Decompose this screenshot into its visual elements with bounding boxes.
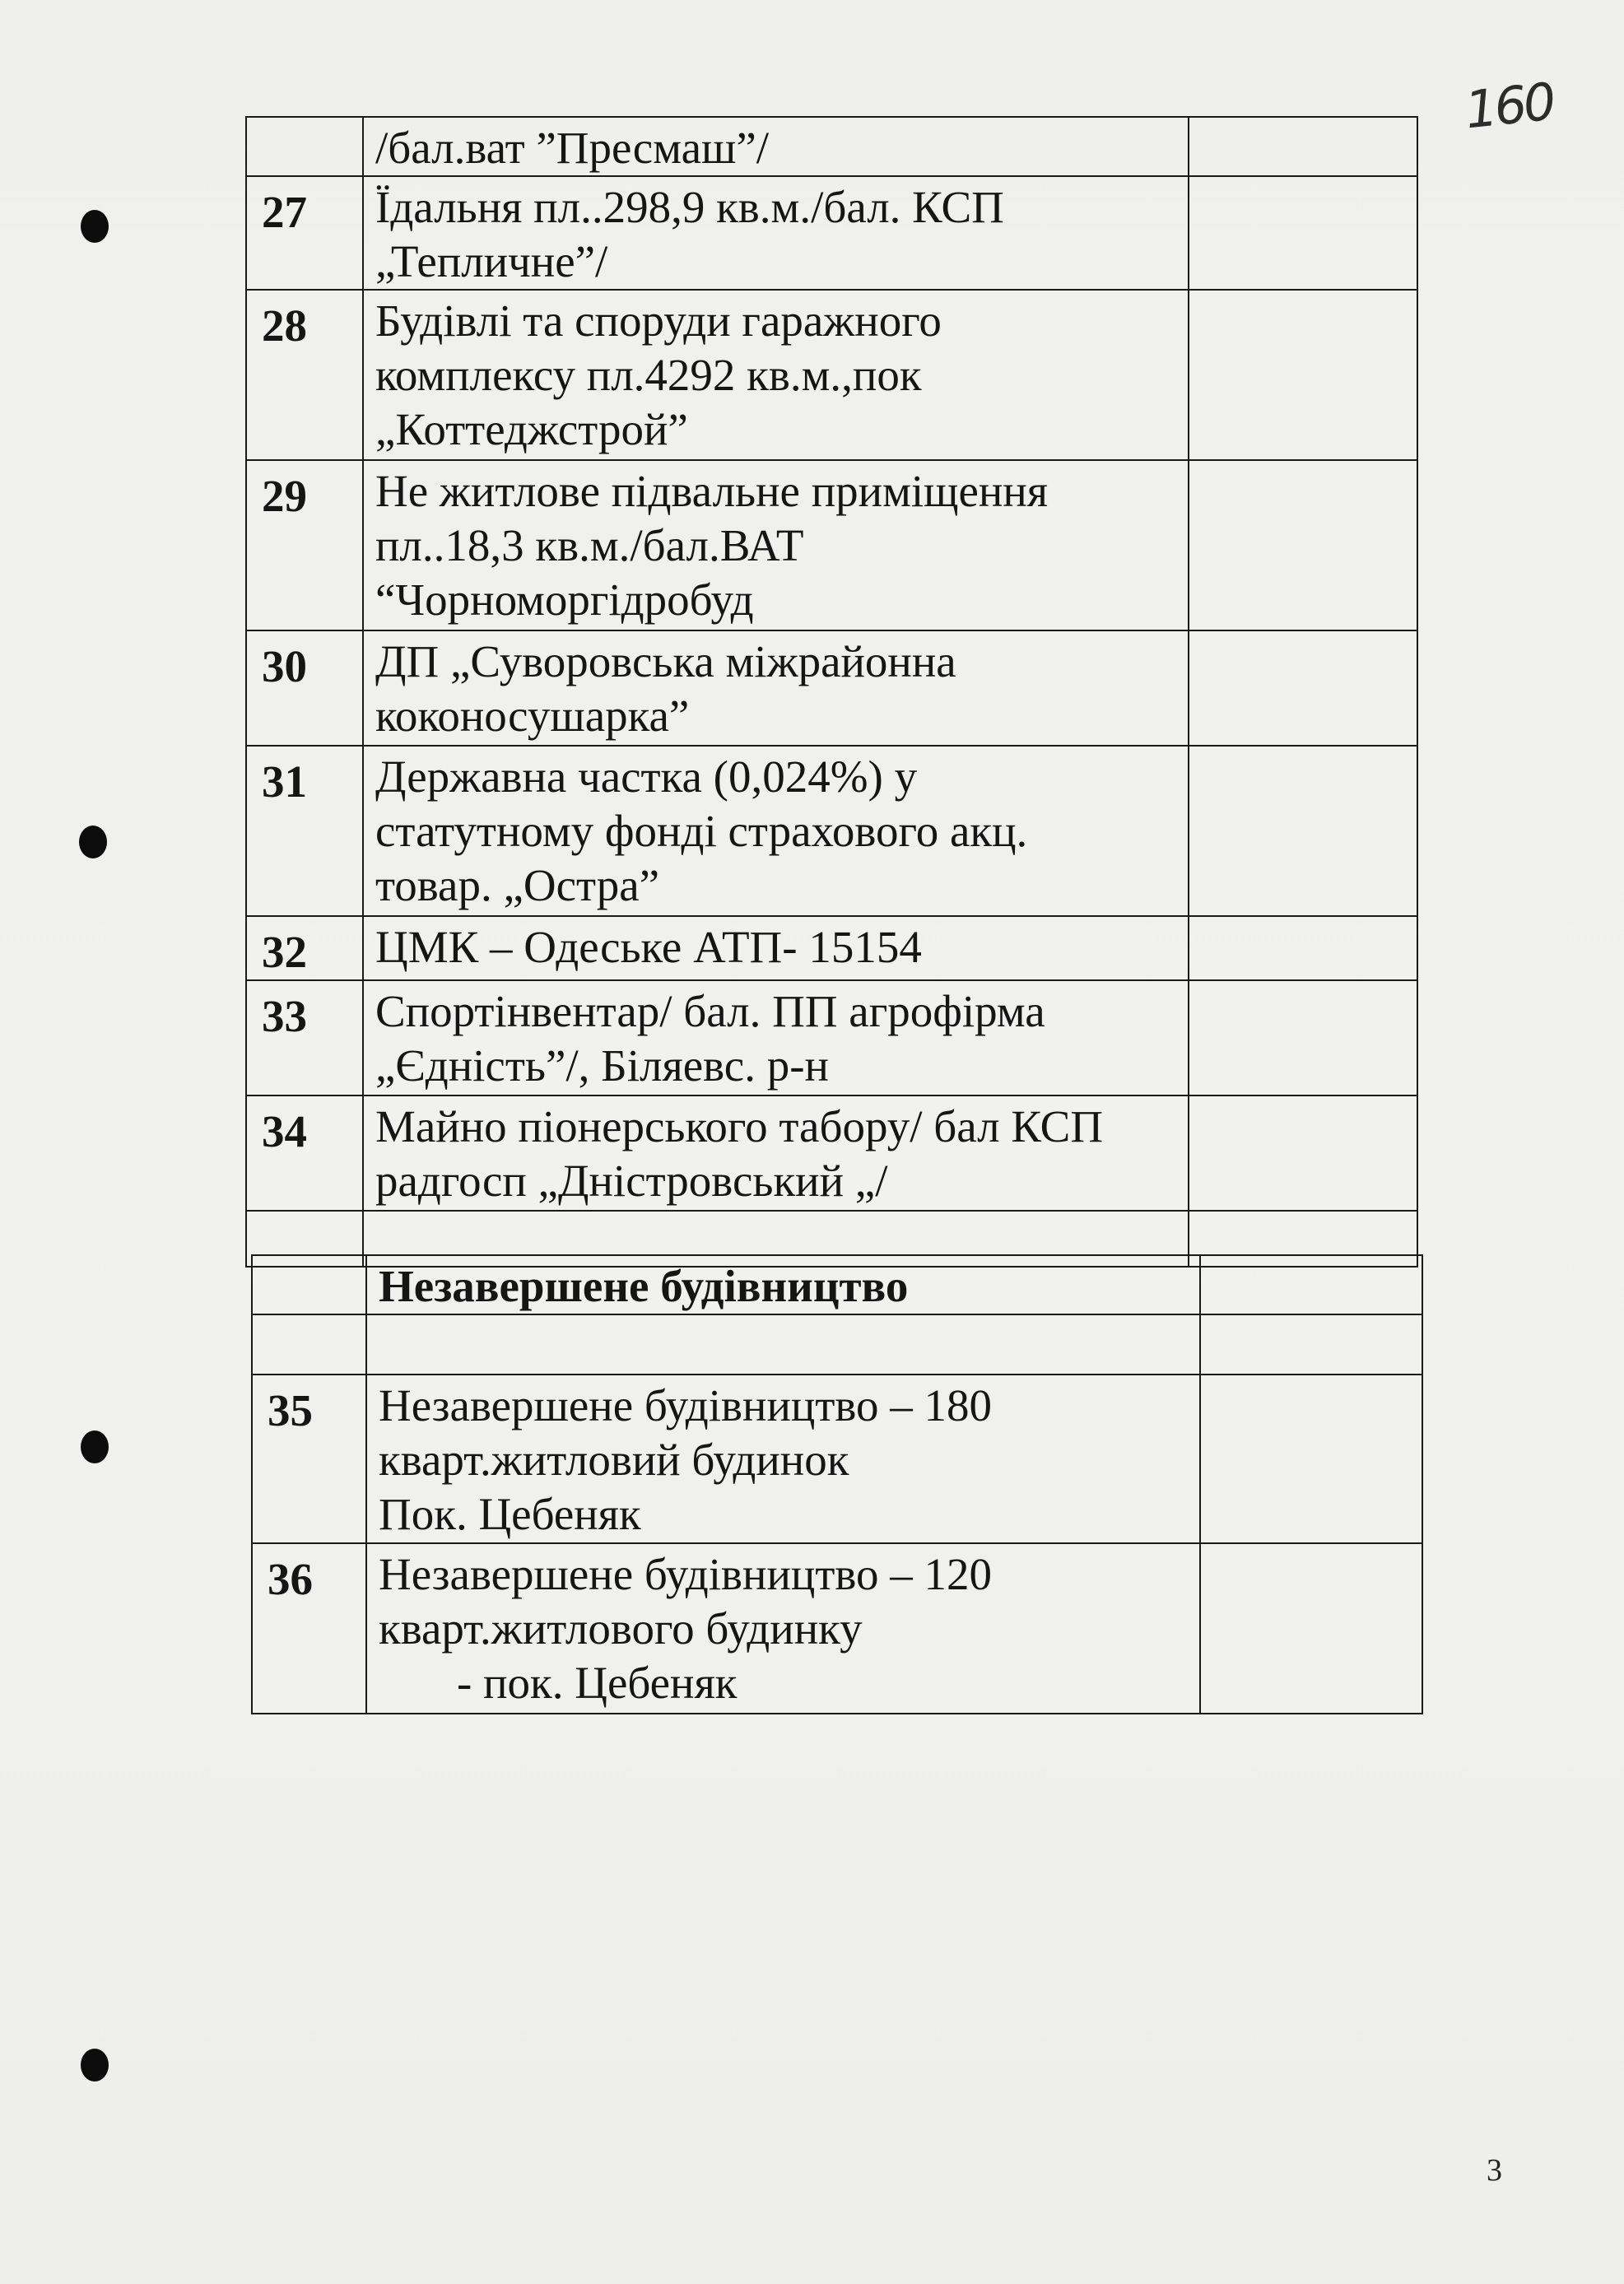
table-row	[252, 1314, 1422, 1375]
table-row	[246, 176, 1417, 290]
table-row	[246, 980, 1417, 1095]
row-empty-cell	[1200, 1543, 1422, 1714]
row-empty-cell	[1189, 117, 1417, 176]
row-number: 32	[246, 916, 363, 980]
row-empty-cell	[1189, 176, 1417, 290]
section-title: Незавершене будівництво	[366, 1255, 1200, 1314]
row-empty-cell	[1189, 1095, 1417, 1211]
punch-hole	[81, 210, 109, 243]
table-row	[252, 1543, 1422, 1714]
row-description: ЦМК – Одеське АТП- 15154	[363, 916, 1189, 980]
row-number: 31	[246, 746, 363, 916]
table-row	[246, 117, 1417, 176]
punch-hole	[81, 2049, 109, 2082]
row-empty-cell	[1189, 746, 1417, 916]
row-empty-cell	[1200, 1375, 1422, 1543]
row-empty-cell	[1189, 290, 1417, 460]
row-number: 28	[246, 290, 363, 460]
row-description: Не житлове підвальне приміщення пл..18,3 кв.м./бал.ВАТ “Чорноморгідробуд	[363, 460, 1189, 630]
row-description: /бал.ват ”Пресмаш”/	[363, 117, 1189, 176]
punch-hole	[81, 1430, 109, 1463]
row-description: Незавершене будівництво – 180 кварт.житловий будинок Пок. Цебеняк	[366, 1375, 1200, 1543]
table-row	[246, 916, 1417, 980]
row-empty-cell	[252, 1314, 366, 1375]
description-line: - пок. Цебеняк	[457, 1658, 738, 1708]
row-description: Спортінвентар/ бал. ПП агрофірма „Єдність”/, Біляевс. р-н	[363, 980, 1189, 1095]
page-number: 3	[1487, 2153, 1502, 2188]
row-number: 36	[252, 1543, 366, 1714]
row-empty-cell	[366, 1314, 1200, 1375]
row-description: Державна частка (0,024%) у статутному фонді страхового акц. товар. „Остра”	[363, 746, 1189, 916]
row-description: Будівлі та споруди гаражного комплексу пл.4292 кв.м.,пок „Коттеджстрой”	[363, 290, 1189, 460]
table-row	[246, 290, 1417, 460]
row-number: 33	[246, 980, 363, 1095]
table-row	[246, 630, 1417, 746]
row-description: Майно піонерського табору/ бал КСП радгосп „Дністровський „/	[363, 1095, 1189, 1211]
row-description	[366, 1543, 1200, 1714]
handwritten-page-number: 160	[1462, 71, 1556, 141]
row-empty-cell	[1200, 1255, 1422, 1314]
description-line: Незавершене будівництво – 120	[379, 1549, 992, 1599]
row-empty-cell	[1189, 916, 1417, 980]
row-empty-cell	[1189, 630, 1417, 746]
description-line: кварт.житлового будинку	[379, 1603, 863, 1654]
property-table-lower	[251, 1254, 1423, 1714]
row-description: Їдальня пл..298,9 кв.м./бал. КСП „Тепличне”/	[363, 176, 1189, 290]
table-row	[246, 746, 1417, 916]
property-table-upper	[245, 116, 1418, 1268]
table-row	[252, 1375, 1422, 1543]
row-number: 35	[252, 1375, 366, 1543]
row-empty-cell	[252, 1255, 366, 1314]
punch-hole	[79, 826, 107, 858]
section-header-row	[252, 1255, 1422, 1314]
row-number: 30	[246, 630, 363, 746]
row-description: ДП „Суворовська міжрайонна коконосушарка”	[363, 630, 1189, 746]
row-empty-cell	[1189, 460, 1417, 630]
row-number: 34	[246, 1095, 363, 1211]
row-number: 29	[246, 460, 363, 630]
row-empty-cell	[1189, 980, 1417, 1095]
row-number: 27	[246, 176, 363, 290]
table-row	[246, 460, 1417, 630]
row-number	[246, 117, 363, 176]
row-empty-cell	[1200, 1314, 1422, 1375]
table-row	[246, 1095, 1417, 1211]
